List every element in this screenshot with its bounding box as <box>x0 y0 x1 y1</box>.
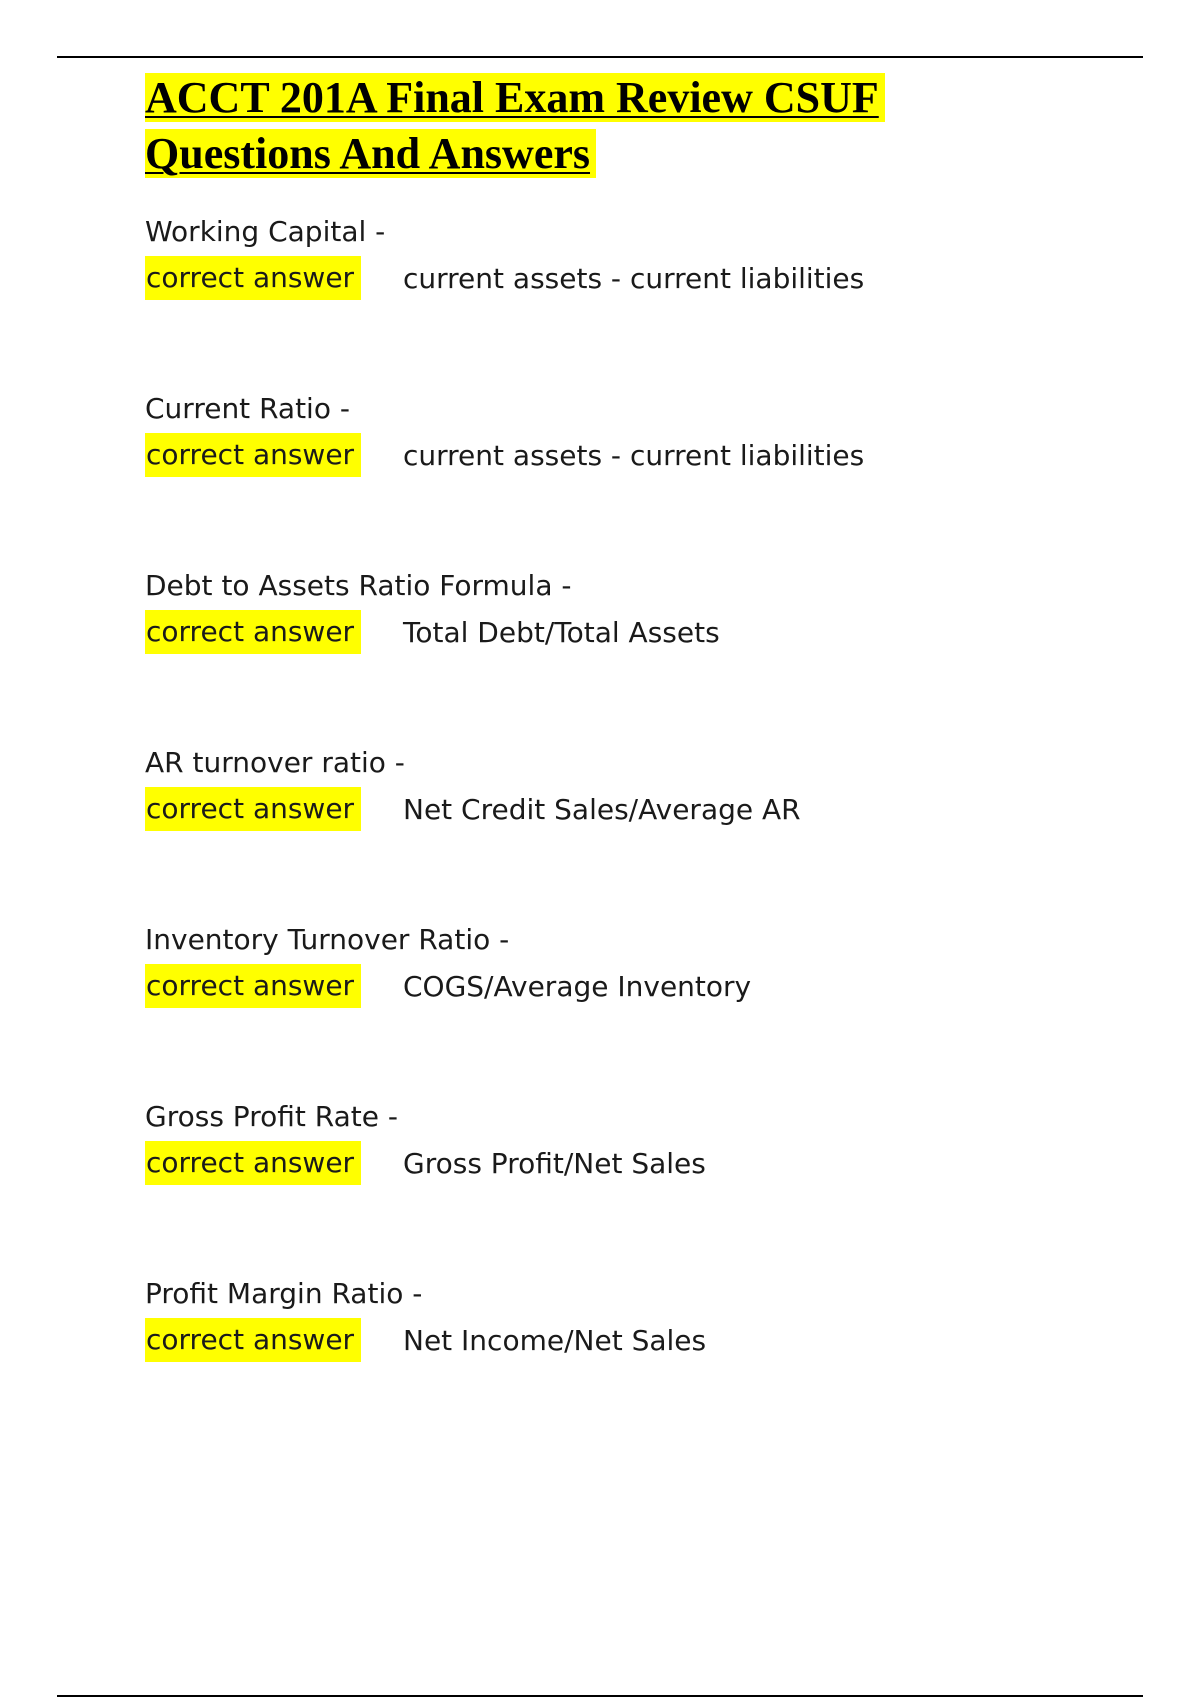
answer-row <box>145 1139 1105 1187</box>
title-line-2: Questions And Answers <box>145 129 596 178</box>
answer-text: current assets - current liabilities <box>403 438 865 472</box>
question-text: AR turnover ratio - <box>145 746 405 779</box>
correct-answer-tag: correct answer <box>145 787 361 831</box>
document-body <box>145 70 1105 1449</box>
qa-item <box>145 564 1105 741</box>
title-line-1: ACCT 201A Final Exam Review CSUF <box>145 73 885 122</box>
correct-answer-tag: correct answer <box>145 256 361 300</box>
answer-row <box>145 431 1105 479</box>
qa-item <box>145 918 1105 1095</box>
question-text: Working Capital - <box>145 215 386 248</box>
correct-answer-tag: correct answer <box>145 1141 361 1185</box>
question-text: Profit Margin Ratio - <box>145 1277 423 1310</box>
bottom-rule <box>57 1695 1143 1697</box>
qa-item <box>145 387 1105 564</box>
qa-item <box>145 1095 1105 1272</box>
question-text: Current Ratio - <box>145 392 350 425</box>
answer-row <box>145 1316 1105 1364</box>
answer-text: Net Income/Net Sales <box>403 1323 707 1357</box>
answer-text: current assets - current liabilities <box>403 261 865 295</box>
answer-text: Total Debt/Total Assets <box>403 615 720 649</box>
top-rule <box>57 56 1143 58</box>
answer-row <box>145 254 1105 302</box>
answer-text: COGS/Average Inventory <box>403 969 752 1003</box>
qa-item <box>145 210 1105 387</box>
correct-answer-tag: correct answer <box>145 964 361 1008</box>
correct-answer-tag: correct answer <box>145 610 361 654</box>
qa-item <box>145 1272 1105 1449</box>
answer-row <box>145 962 1105 1010</box>
question-text: Debt to Assets Ratio Formula - <box>145 569 572 602</box>
qa-item <box>145 741 1105 918</box>
answer-text: Net Credit Sales/Average AR <box>403 792 801 826</box>
correct-answer-tag: correct answer <box>145 433 361 477</box>
answer-text: Gross Profit/Net Sales <box>403 1146 706 1180</box>
qa-list <box>145 210 1105 1449</box>
answer-row <box>145 785 1105 833</box>
correct-answer-tag: correct answer <box>145 1318 361 1362</box>
answer-row <box>145 608 1105 656</box>
question-text: Gross Profit Rate - <box>145 1100 398 1133</box>
document-title <box>145 70 1105 182</box>
question-text: Inventory Turnover Ratio - <box>145 923 510 956</box>
